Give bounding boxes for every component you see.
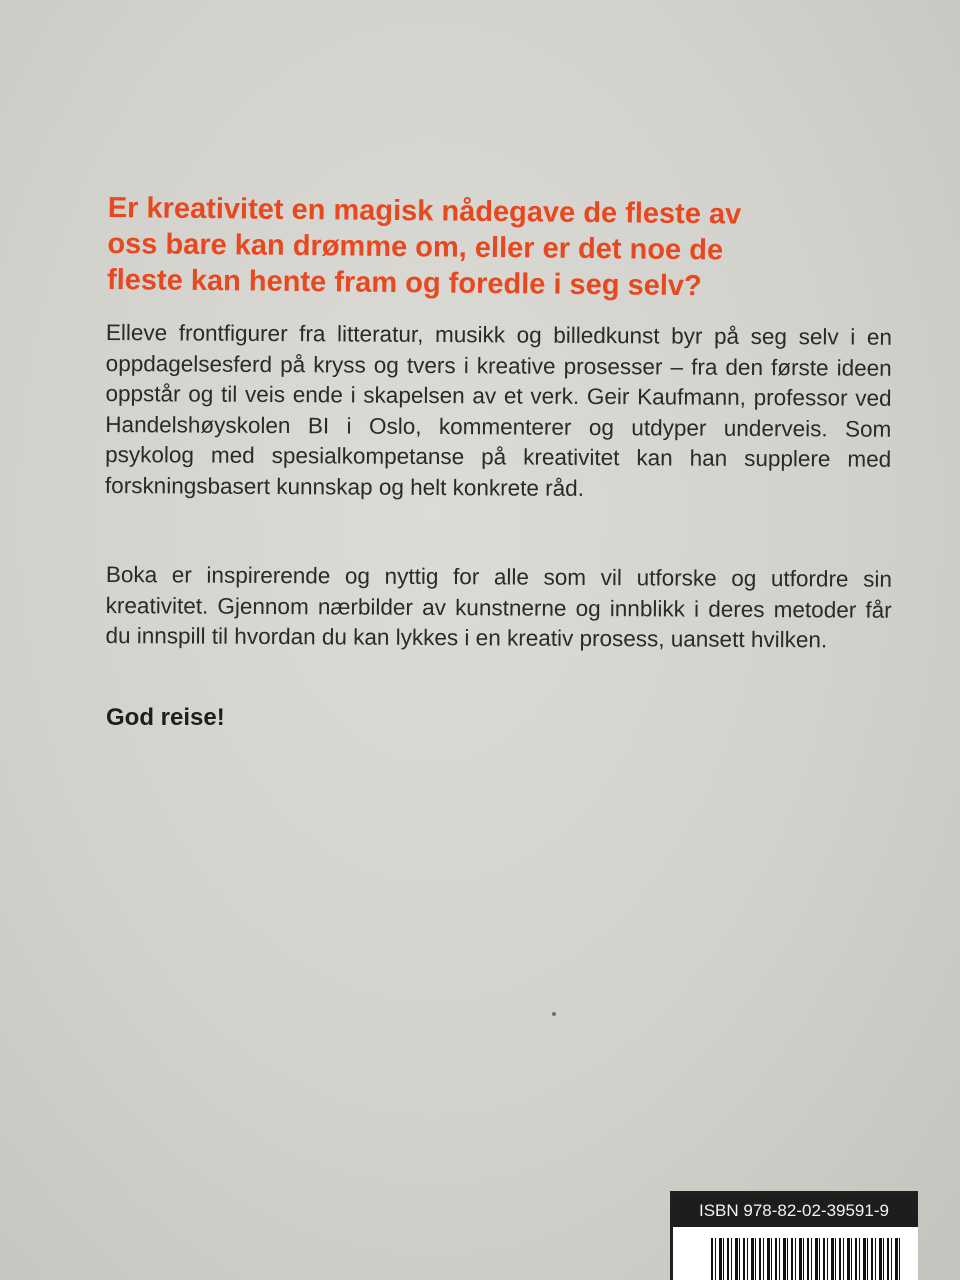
barcode-icon xyxy=(711,1238,901,1280)
closing-line: God reise! xyxy=(106,704,225,731)
tagline-line: Er kreativitet en magisk nådegave de fleste av xyxy=(107,191,742,231)
tagline-line: oss bare kan drømme om, eller er det noe de xyxy=(107,227,724,267)
description-paragraph-2: Boka er inspirerende og nyttig for alle som vil utforske og utfordre sin kreativitet. Gjennom nærbilder av kunstnerne og innblikk i deres metoder får du innspill til hvordan du kan lykkes i en kreativ prosess, uansett hvilken. xyxy=(105,561,892,653)
isbn-block xyxy=(670,1191,918,1280)
tagline-line: fleste kan hente fram og foredle i seg selv? xyxy=(106,263,702,303)
tagline xyxy=(107,190,898,306)
description-paragraph-1: Elleve frontfigurer fra litteratur, musikk og billedkunst byr på seg selv i en oppdagelsesferd på kryss og tvers i kreative prosesser – fra den første ideen oppstår og til veis ende i skapelsen av et verk. Geir Kaufmann, professor ved Handelshøyskolen BI i Oslo, kommenterer og utdyper underveis. Som psykolog med spesialkompetanse på kreativitet kan han supplere med forskningsbasert kunnskap og helt konkrete råd. xyxy=(104,319,892,501)
paper-speck xyxy=(552,1012,556,1016)
isbn-label: ISBN 978-82-02-39591-9 xyxy=(673,1194,918,1227)
